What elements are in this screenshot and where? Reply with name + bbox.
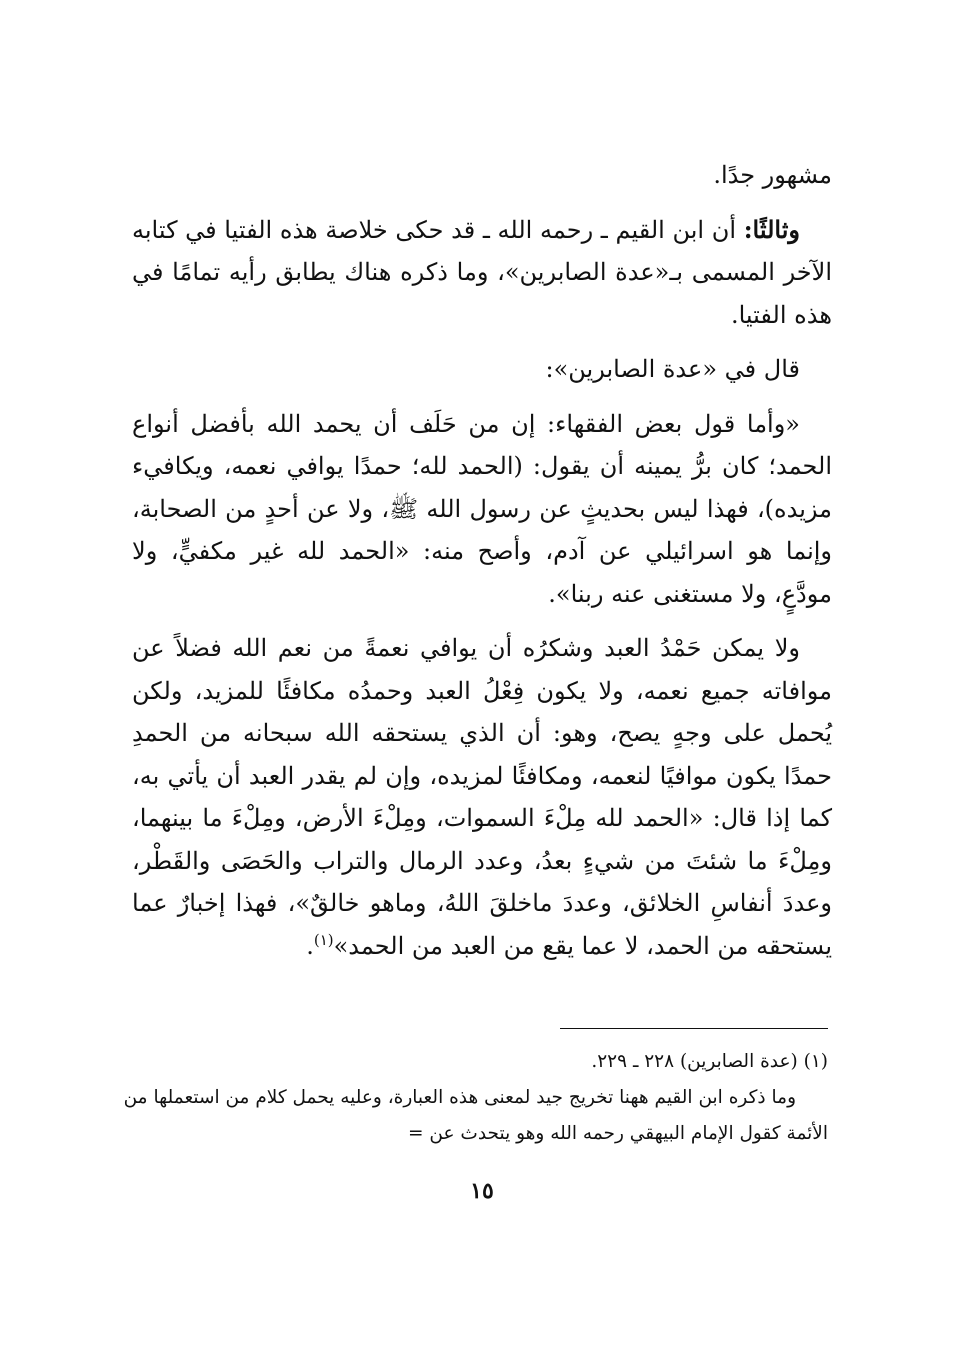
paragraph-2-text: أن ابن القيم ـ رحمه الله ـ قد حكى خلاصة هذه الفتيا في كتابه الآخر المسمى بـ«عدة الصابرين»، وما ذكره هناك يطابق رأيه تمامًا في هذه الفتيا. — [132, 215, 832, 329]
paragraph-4-text: «وأما قول بعض الفقهاء: إن من حَلَف أن يحمد الله بأفضل أنواع الحمد؛ كان برُّ يمينه أن يقول: (الحمد لله؛ حمدًا يوافي نعمه، ويكافيء مزيده)، فهذا ليس بحديثٍ عن رسول الله ﷺ، ولا عن أحدٍ من الصحابة، وإنما هو اسرائيلي عن آدم، وأصح منه: «الحمد لله غير مكفيٍّ، ولا مودَّعٍ، ولا مستغنى عنه ربنا». — [132, 409, 832, 608]
footnote-separator — [560, 1028, 828, 1029]
paragraph-3 — [132, 348, 832, 391]
paragraph-1 — [132, 154, 832, 197]
footnote-1: (١) (عدة الصابرين) ٢٢٨ ـ ٢٢٩. — [591, 1051, 828, 1072]
paragraph-4-quote — [132, 403, 832, 616]
paragraph-5 — [132, 627, 832, 967]
footnote-1-continuation: وما ذكره ابن القيم ههنا تخريج جيد لمعنى هذه العبارة، وعليه يحمل كلام من استعملها من الأئمة كقول الإمام البيهقي رحمه الله وهو يتحدث عن = — [123, 1087, 828, 1144]
page-number: ١٥ — [470, 1178, 494, 1204]
footnotes — [100, 1044, 828, 1152]
paragraph-5-end: . — [306, 931, 314, 960]
paragraph-2 — [132, 209, 832, 337]
paragraph-3-text: قال في «عدة الصابرين»: — [545, 355, 800, 383]
paragraph-1-text: مشهور جدًا. — [713, 161, 832, 189]
main-text — [132, 154, 832, 967]
paragraph-5-text: ولا يمكن حَمْدُ العبد وشكرُه أن يوافي نعمةً من نعم الله فضلاً عن موافاته جميع نعمه، ولا يكون فِعْلُ العبد وحمدُه مكافئًا للمزيد، ولكن يُحمل على وجهٍ يصح، وهو: أن الذي يستحقه الله سبحانه من الحمدِ حمدًا يكون موافيًا لنعمه، ومكافئًا لمزيده، وإن لم يقدر العبد أن يأتي به، كما إذا قال: «الحمد لله مِلْءَ السموات، ومِلْءَ الأرض، ومِلْءَ ما بينهما، ومِلْءَ ما شئتَ من شيءٍ بعدُ، وعدد الرمال والتراب والحَصَى والقَطْر، وعددَ أنفاسِ الخلائق، وعددَ ماخلقَ اللهُ، وماهو خالقٌ»، فهذا إخبارٌ عما يستحقه من الحمد، لا عما يقع من العبد من الحمد» — [132, 634, 832, 960]
footnote-ref-1[interactable]: (١) — [313, 930, 334, 949]
paragraph-2-lead: وثالثًا: — [743, 214, 800, 244]
